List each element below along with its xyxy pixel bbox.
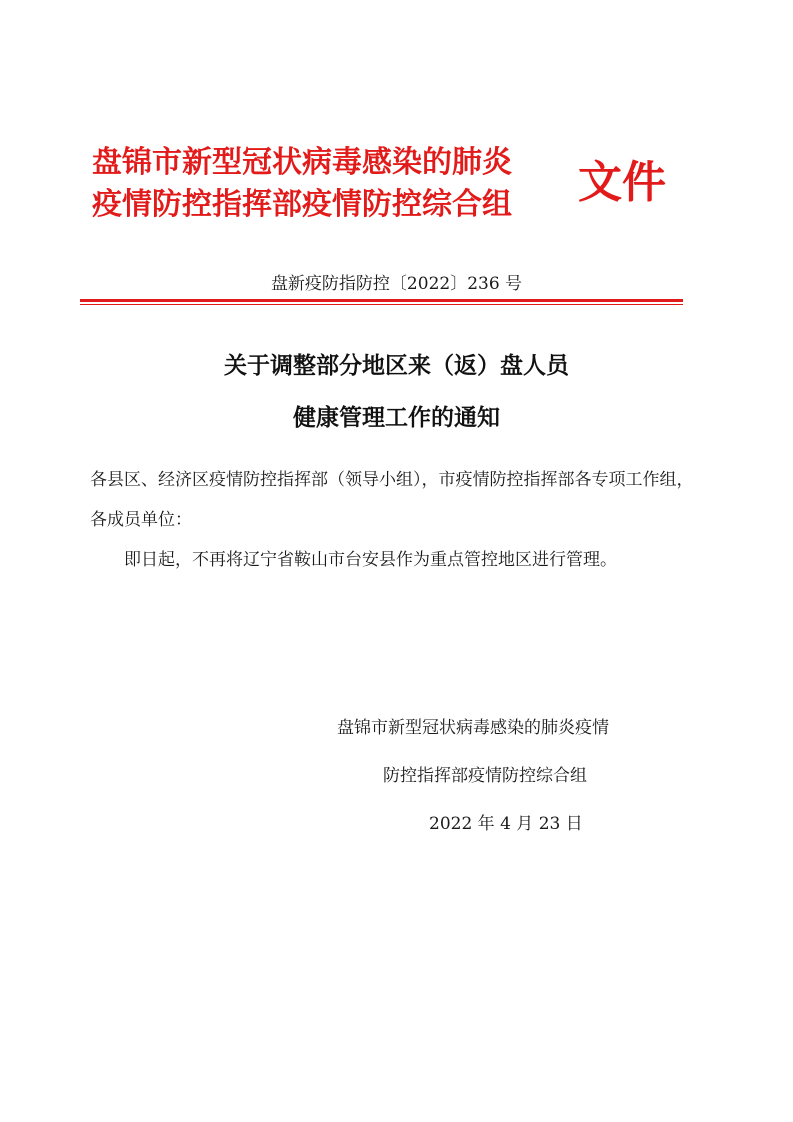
document-title-line-1: 关于调整部分地区来（返）盘人员 bbox=[224, 353, 569, 379]
addressee: 各县区、经济区疫情防控指挥部（领导小组），市疫情防控指挥部各专项工作组，各成员单位： bbox=[90, 470, 694, 530]
header-divider-thin bbox=[80, 304, 683, 305]
signature-org-line-2: 防控指挥部疫情防控综合组 bbox=[383, 766, 587, 786]
issuer-name-line-1: 盘锦市新型冠状病毒感染的肺炎 bbox=[92, 145, 512, 180]
document-type-label: 文件 bbox=[578, 157, 666, 208]
body-paragraph: 即日起，不再将辽宁省鞍山市台安县作为重点管控地区进行管理。 bbox=[124, 550, 617, 570]
document-number: 盘新疫防指防控〔2022〕236 号 bbox=[270, 274, 523, 294]
signature-org-line-1: 盘锦市新型冠状病毒感染的肺炎疫情 bbox=[337, 718, 609, 738]
document-title bbox=[0, 340, 793, 444]
issuer-name bbox=[92, 142, 572, 226]
signature-date: 2022 年 4 月 23 日 bbox=[429, 814, 583, 834]
document-title-line-2: 健康管理工作的通知 bbox=[293, 405, 500, 431]
issuer-name-line-2: 疫情防控指挥部疫情防控综合组 bbox=[92, 187, 512, 222]
header-divider bbox=[80, 299, 683, 302]
